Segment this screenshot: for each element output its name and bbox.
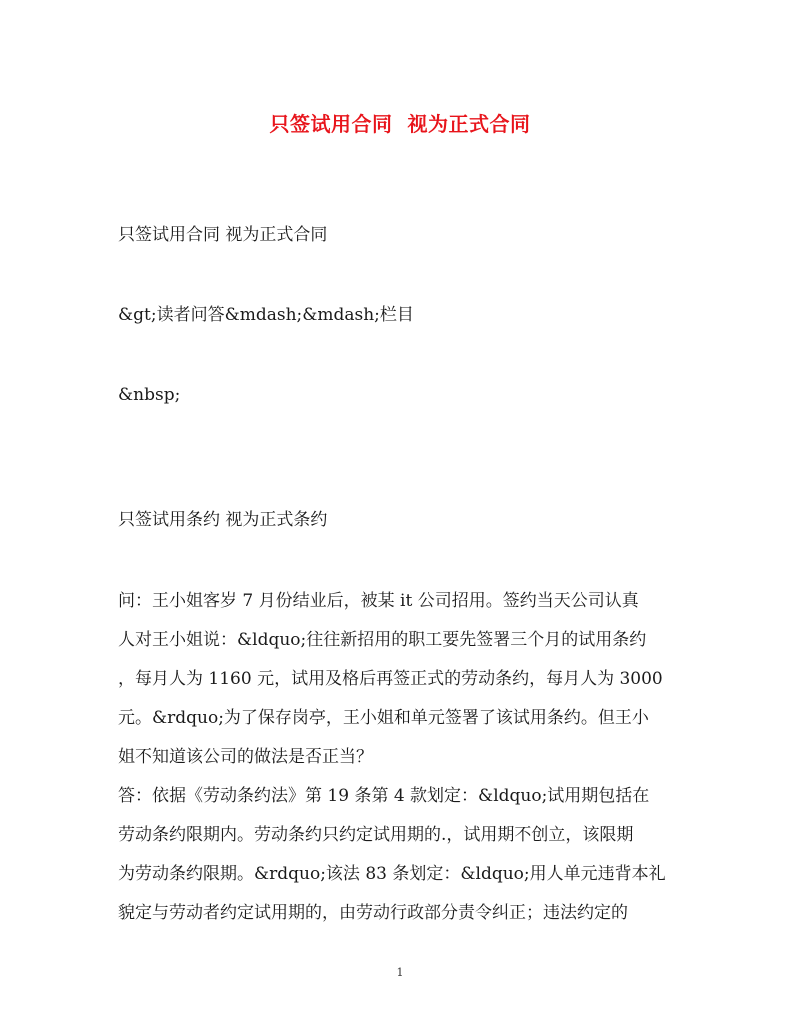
body-line: 元。&rdquo;为了保存岗亭，王小姐和单元签署了该试用条约。但王小 xyxy=(118,708,649,728)
paragraph-heading: 只签试用条约 视为正式条约 xyxy=(118,510,328,530)
page-number: 1 xyxy=(396,966,404,979)
body-line: 人对王小姐说：&ldquo;往往新招用的职工要先签署三个月的试用条约 xyxy=(118,630,647,650)
page-title: 只签试用合同 视为正式合同 xyxy=(269,112,531,136)
body-line: 劳动条约限期内。劳动条约只约定试用期的.，试用期不创立，该限期 xyxy=(118,825,634,845)
body-line: 为劳动条约限期。&rdquo;该法 83 条划定：&ldquo;用人单元违背本礼 xyxy=(118,864,666,884)
body-line: 问：王小姐客岁 7 月份结业后，被某 it 公司招用。签约当天公司认真 xyxy=(118,591,639,611)
body-text xyxy=(118,582,698,933)
paragraph-subtitle: 只签试用合同 视为正式合同 xyxy=(118,225,328,245)
paragraph-column: &gt;读者问答&mdash;&mdash;栏目 xyxy=(118,305,414,325)
body-line: 姐不知道该公司的做法是否正当？ xyxy=(118,747,373,767)
body-line: 貌定与劳动者约定试用期的，由劳动行政部分责令纠正；违法约定的 xyxy=(118,903,628,923)
body-line: ，每月人为 1160 元，试用及格后再签正式的劳动条约，每月人为 3000 xyxy=(118,669,663,689)
body-line: 答：依据《劳动条约法》第 19 条第 4 款划定：&ldquo;试用期包括在 xyxy=(118,786,650,806)
paragraph-nbsp: &nbsp; xyxy=(118,385,181,405)
